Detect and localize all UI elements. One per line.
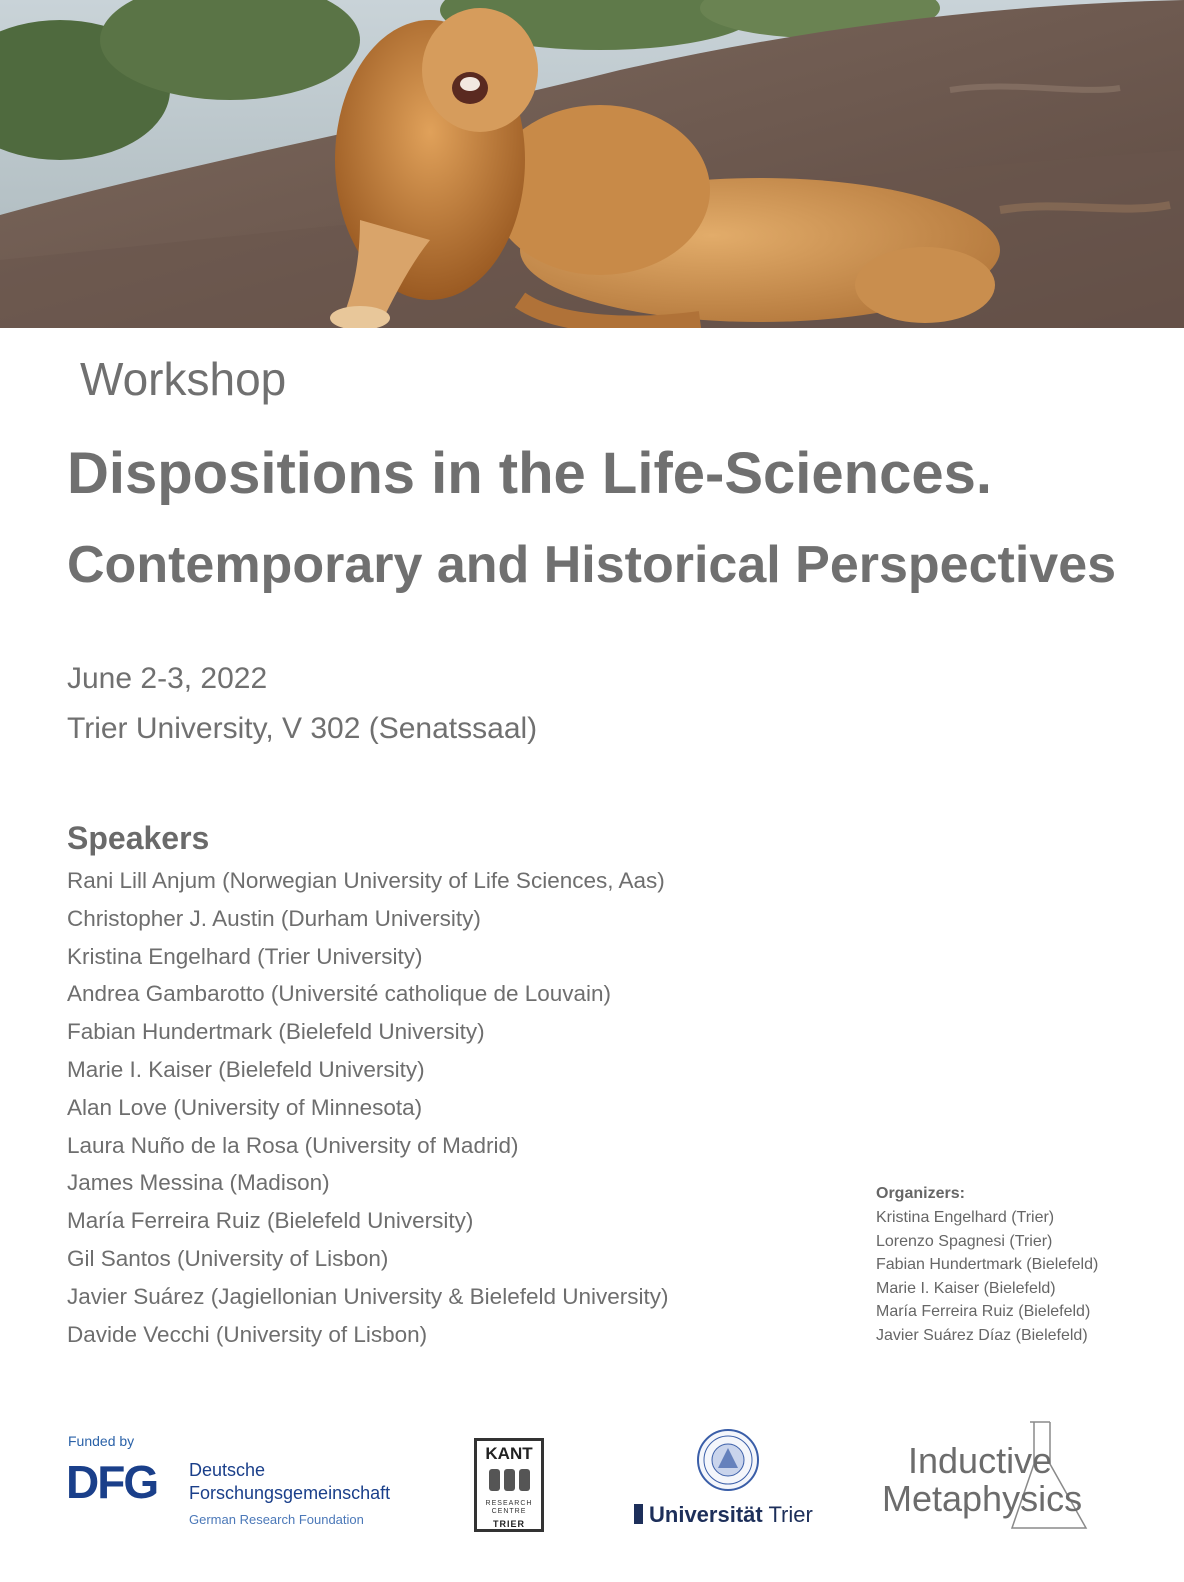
speaker-item: Andrea Gambarotto (Université catholique de Louvain)	[67, 981, 612, 1007]
speaker-item: Fabian Hundertmark (Bielefeld University)	[67, 1019, 485, 1045]
dfg-name-line2: Forschungsgemeinschaft	[189, 1483, 391, 1503]
speakers-heading: Speakers	[67, 820, 210, 856]
speaker-item: Laura Nuño de la Rosa (University of Madrid)	[67, 1132, 519, 1158]
organizer-item: Kristina Engelhard (Trier)	[876, 1209, 1055, 1226]
organizer-item: Javier Suárez Díaz (Bielefeld)	[876, 1326, 1088, 1344]
dfg-logo	[66, 1460, 176, 1509]
event-date: June 2-3, 2022	[67, 662, 268, 695]
organizer-item: Lorenzo Spagnesi (Trier)	[876, 1232, 1053, 1250]
funded-by-label: Funded by	[68, 1433, 135, 1449]
header-photo	[0, 0, 1184, 328]
svg-text:DFG: DFG	[66, 1460, 158, 1504]
speaker-item: Marie I. Kaiser (Bielefeld University)	[67, 1056, 425, 1082]
speaker-item: Davide Vecchi (University of Lisbon)	[67, 1321, 428, 1347]
kant-columns-icon	[477, 1465, 541, 1493]
speaker-item: James Messina (Madison)	[67, 1170, 330, 1196]
university-seal	[696, 1428, 760, 1497]
speaker-item: María Ferreira Ruiz (Bielefeld University)	[67, 1208, 474, 1234]
kant-word: KANT	[485, 1444, 533, 1463]
universitaet-trier-mark-icon	[634, 1504, 643, 1524]
speaker-item: Kristina Engelhard (Trier University)	[67, 943, 423, 969]
event-venue: Trier University, V 302 (Senatssaal)	[67, 712, 538, 745]
dfg-name-line1: Deutsche	[189, 1460, 266, 1480]
speaker-item: Alan Love (University of Minnesota)	[67, 1094, 423, 1120]
organizer-item: María Ferreira Ruiz (Bielefeld)	[876, 1303, 1091, 1320]
speaker-item: Gil Santos (University of Lisbon)	[67, 1245, 389, 1271]
organizers-heading: Organizers:	[876, 1185, 965, 1202]
kant-research-centre-logo	[474, 1438, 544, 1532]
page-title: Dispositions in the Life-Sciences.	[67, 441, 992, 506]
speaker-item: Christopher J. Austin (Durham University)	[67, 905, 481, 931]
university-seal-icon	[696, 1428, 760, 1492]
organizer-item: Marie I. Kaiser (Bielefeld)	[876, 1279, 1056, 1297]
event-type: Workshop	[80, 353, 287, 405]
dfg-logo-icon	[66, 1460, 176, 1504]
universitaet-trier-logo	[634, 1502, 813, 1528]
speaker-item: Javier Suárez (Jagiellonian University & Bielefeld University)	[67, 1283, 669, 1309]
kant-trier-text: TRIER	[493, 1519, 525, 1529]
lions-fighting-photo-icon	[0, 0, 1184, 328]
trier-word: Trier	[768, 1502, 813, 1527]
dfg-name-english: German Research Foundation	[189, 1512, 364, 1527]
kant-research-centre-text: RESEARCH CENTRE	[485, 1500, 533, 1515]
speakers-list	[67, 866, 669, 1357]
page-subtitle: Contemporary and Historical Perspectives	[67, 536, 1117, 594]
organizer-item: Fabian Hundertmark (Bielefeld)	[876, 1256, 1099, 1273]
speaker-item: Rani Lill Anjum (Norwegian University of Life Sciences, Aas)	[67, 868, 665, 893]
organizers-list	[876, 1208, 1098, 1349]
inductive-metaphysics-line1: Inductive	[908, 1440, 1053, 1481]
universitaet-word: Universität	[649, 1502, 763, 1527]
inductive-metaphysics-line2: Metaphysics	[882, 1478, 1083, 1519]
